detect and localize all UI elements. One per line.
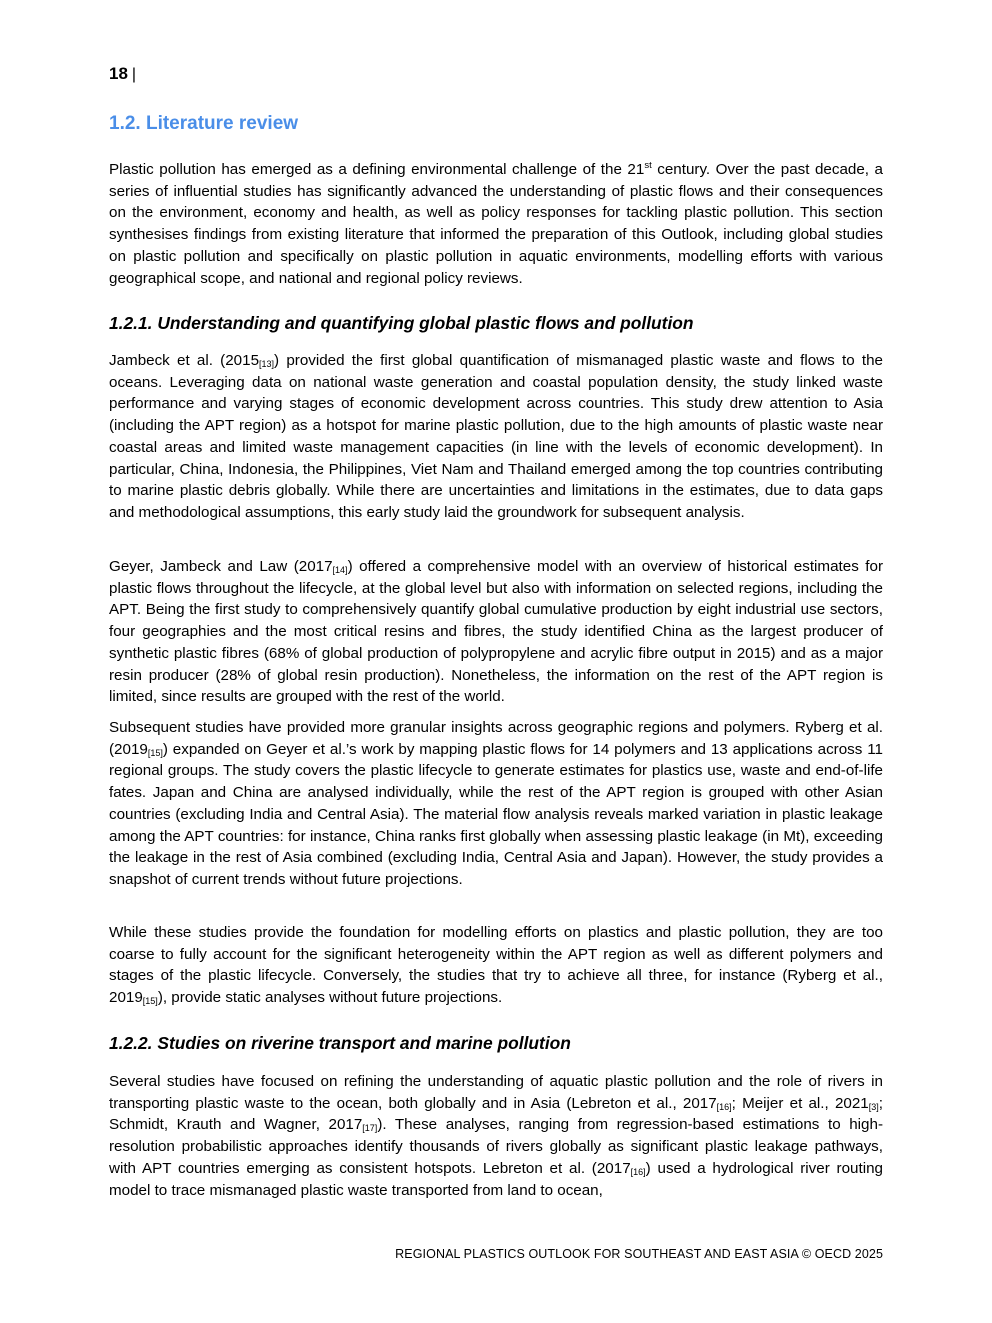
text-run: Plastic pollution has emerged as a defining environmental challenge of the 21 bbox=[109, 161, 645, 178]
text-run: ; Schmidt, Krauth and Wagner, 2017 bbox=[109, 1094, 883, 1134]
subsection-title-1-2-2: 1.2.2. Studies on riverine transport and marine pollution bbox=[109, 1033, 571, 1053]
citation-ref[interactable]: [17] bbox=[362, 1123, 378, 1134]
paragraph-foundation bbox=[109, 922, 883, 1009]
text-run: ) provided the first global quantification of mismanaged plastic waste and flows to the oceans. Leveraging data on national waste generation and coastal population density, the study linked waste performance and varying stages of economic development across countries. This study drew attention to Asia (including the APT region) as a hotspot for marine plastic pollution, due to the high amounts of plastic waste near coastal areas and limited waste management capacities (in line with the levels of economic development). In particular, China, Indonesia, the Philippines, Viet Nam and Thailand emerged among the top countries contributing to marine plastic debris globally. While there are uncertainties and limitations in the estimates, due to data gaps and methodological assumptions, this early study laid the groundwork for subsequent analysis. bbox=[109, 352, 884, 521]
text-run: ; Meijer et al., 2021 bbox=[731, 1094, 869, 1112]
text-run: Several studies have focused on refining the understanding of aquatic plastic pollution and the role of rivers in transporting plastic waste to the ocean, both globally and in Asia (Lebreton et al., 2017 bbox=[109, 1073, 883, 1112]
page-footer: REGIONAL PLASTICS OUTLOOK FOR SOUTHEAST AND EAST ASIA © OECD 2025 bbox=[395, 1247, 883, 1261]
citation-ref[interactable]: [3] bbox=[868, 1101, 879, 1112]
text-run: ) used a hydrological river routing model to trace mismanaged plastic waste transported from land to ocean, bbox=[109, 1159, 883, 1199]
ordinal-superscript: st bbox=[644, 160, 652, 171]
text-run: ) expanded on Geyer et al.’s work by mapping plastic flows for 14 polymers and 13 applications across 11 regional groups. The study covers the plastic lifecycle to generate estimates for plastics use, waste and end-of-life fates. Japan and China are analysed individually, while the rest of the APT region is grouped with other Asian countries (excluding India and Central Asia). The material flow analysis reveals marked variation in plastic leakage among the APT countries: for instance, China ranks first globally when assessing plastic leakage (in Mt), exceeding the leakage in the rest of Asia combined (excluding India, Central Asia and Japan). However, the study provides a snapshot of current trends without future projections. bbox=[109, 740, 883, 888]
intro-paragraph bbox=[109, 159, 883, 289]
citation-ref[interactable]: [14] bbox=[332, 565, 348, 575]
text-run: Subsequent studies have provided more granular insights across geographic regions and polymers. Ryberg et al. (2019 bbox=[109, 719, 883, 758]
text-run: ) offered a comprehensive model with an overview of historical estimates for plastic flows throughout the lifecycle, at the global level but also with information on selected regions, including the APT. Being the first study to comprehensively quantify global cumulative production by eight industrial use sectors, four geographies and the most critical resins and fibres, the study identified China as the largest producer of synthetic plastic fibres (68% of global production of polypropylene and acrylic fibre output in 2015) and as a major resin producer (28% of global resin production). Nonetheless, the information on the rest of the APT region is limited, since results are grouped with the rest of the world. bbox=[109, 558, 884, 706]
text-run: ), provide static analyses without future projections. bbox=[157, 989, 503, 1007]
paragraph-geyer bbox=[109, 556, 883, 708]
citation-ref[interactable]: [15] bbox=[147, 747, 163, 758]
page-number-value: 18 bbox=[109, 64, 128, 83]
section-title: 1.2. Literature review bbox=[109, 113, 299, 134]
paragraph-riverine bbox=[109, 1071, 883, 1201]
citation-ref[interactable]: [15] bbox=[142, 996, 158, 1007]
paragraph-ryberg bbox=[109, 717, 883, 891]
text-run: century. Over the past decade, a series of influential studies has significantly advanced the understanding of plastic flows and their consequences on the environment, economy and health, as well as policy responses for tackling plastic pollution. This section synthesises findings from existing literature that informed the preparation of this Outlook, including global studies on plastic pollution and specifically on plastic pollution in aquatic environments, modelling efforts with various geographical scope, and national and regional policy reviews. bbox=[109, 161, 884, 287]
paragraph-jambeck bbox=[109, 350, 883, 524]
citation-ref[interactable]: [13] bbox=[259, 359, 275, 369]
text-run: Jambeck et al. (2015 bbox=[109, 352, 260, 369]
page-number bbox=[109, 64, 136, 84]
page-number-separator: | bbox=[131, 66, 137, 83]
citation-ref[interactable]: [16] bbox=[630, 1166, 646, 1177]
text-run: While these studies provide the foundation for modelling efforts on plastics and plastic pollution, they are too coarse to fully account for the significant heterogeneity within the APT region as well as different polymers and stages of the plastic lifecycle. Conversely, the studies that try to achieve all three, for instance (Ryberg et al., 2019 bbox=[109, 924, 883, 1007]
subsection-title-1-2-1: 1.2.1. Understanding and quantifying global plastic flows and pollution bbox=[109, 313, 694, 333]
citation-ref[interactable]: [16] bbox=[716, 1101, 732, 1112]
text-run: Geyer, Jambeck and Law (2017 bbox=[109, 558, 333, 575]
text-run: ). These analyses, ranging from regression-based estimations to high-resolution probabilistic approaches identify thousands of rivers globally as significant plastic leakage pathways, with APT countries emerging as consistent hotspots. Lebreton et al. (2017 bbox=[109, 1116, 883, 1177]
